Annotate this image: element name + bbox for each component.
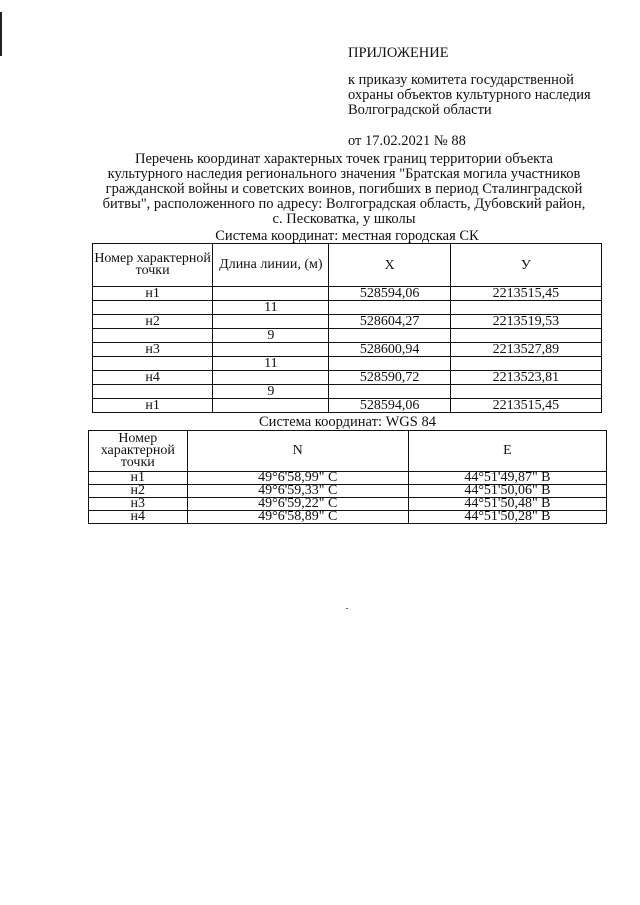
table-row (89, 511, 607, 524)
empty-cell (329, 329, 450, 343)
x-value: 528594,06 (329, 399, 450, 413)
segment-row (93, 385, 602, 399)
x-value: 528594,06 (329, 287, 450, 301)
latitude-value: 49°6'58,89" С (187, 511, 408, 524)
segment-length: 9 (213, 385, 329, 399)
latitude-value: 49°6'59,22" С (187, 498, 408, 511)
y-value: 2213515,45 (450, 399, 601, 413)
y-value: 2213515,45 (450, 287, 601, 301)
point-name: н3 (89, 498, 188, 511)
scan-speck (346, 608, 348, 609)
longitude-value: 44°51'49,87" В (408, 472, 606, 485)
local-coordinates-table (92, 243, 602, 413)
annex-line: Волгоградской области (348, 102, 492, 118)
longitude-value: 44°51'50,06" В (408, 485, 606, 498)
point-name: н4 (89, 511, 188, 524)
table-row (93, 315, 602, 329)
segment-row (93, 301, 602, 315)
segment-row (93, 357, 602, 371)
y-value: 2213527,89 (450, 343, 601, 357)
heading-line: Перечень координат характерных точек границ территории объекта (135, 151, 553, 167)
heading-line: с. Песковатка, у школы (272, 211, 416, 227)
x-value: 528604,27 (329, 315, 450, 329)
wgs84-coordinates-table (88, 430, 607, 524)
scan-edge-mark (0, 12, 2, 56)
empty-cell (213, 399, 329, 413)
point-name: н2 (93, 315, 213, 329)
empty-cell (329, 357, 450, 371)
wgs-system-caption: Система координат: WGS 84 (259, 414, 436, 430)
annex-title: ПРИЛОЖЕНИЕ (348, 45, 449, 61)
empty-cell (450, 329, 601, 343)
header-e: E (408, 431, 606, 472)
table-row (93, 399, 602, 413)
empty-cell (329, 301, 450, 315)
latitude-value: 49°6'59,33" С (187, 485, 408, 498)
empty-cell (213, 287, 329, 301)
latitude-value: 49°6'58,99" С (187, 472, 408, 485)
point-name: н2 (89, 485, 188, 498)
header-point-number: Номер характерной точки (89, 431, 188, 472)
table-header-row (89, 431, 607, 472)
point-name: н1 (93, 399, 213, 413)
annex-date: от 17.02.2021 № 88 (348, 133, 466, 149)
empty-cell (93, 301, 213, 315)
empty-cell (450, 357, 601, 371)
point-name: н4 (93, 371, 213, 385)
document-heading (84, 152, 604, 227)
empty-cell (93, 357, 213, 371)
empty-cell (93, 385, 213, 399)
segment-row (93, 329, 602, 343)
segment-length: 11 (213, 357, 329, 371)
empty-cell (213, 343, 329, 357)
header-line-length: Длина линии, (м) (213, 244, 329, 287)
table-row (93, 287, 602, 301)
table-row (93, 371, 602, 385)
header-point-number: Номер характерной точки (93, 244, 213, 287)
header-n: N (187, 431, 408, 472)
local-system-caption: Система координат: местная городская СК (215, 228, 479, 244)
y-value: 2213519,53 (450, 315, 601, 329)
empty-cell (213, 371, 329, 385)
point-name: н1 (93, 287, 213, 301)
header-y: У (450, 244, 601, 287)
annex-block (348, 46, 610, 149)
x-value: 528600,94 (329, 343, 450, 357)
table-row (93, 343, 602, 357)
empty-cell (329, 385, 450, 399)
x-value: 528590,72 (329, 371, 450, 385)
annex-line: охраны объектов культурного наследия (348, 87, 591, 103)
longitude-value: 44°51'50,48" В (408, 498, 606, 511)
point-name: н1 (89, 472, 188, 485)
longitude-value: 44°51'50,28" В (408, 511, 606, 524)
y-value: 2213523,81 (450, 371, 601, 385)
empty-cell (450, 301, 601, 315)
empty-cell (213, 315, 329, 329)
empty-cell (93, 329, 213, 343)
annex-order-reference (348, 73, 610, 118)
header-x: Х (329, 244, 450, 287)
segment-length: 11 (213, 301, 329, 315)
point-name: н3 (93, 343, 213, 357)
heading-line: битвы", расположенного по адресу: Волгоградская область, Дубовский район, (102, 196, 586, 212)
annex-line: к приказу комитета государственной (348, 72, 574, 88)
table-header-row (93, 244, 602, 287)
segment-length: 9 (213, 329, 329, 343)
empty-cell (450, 385, 601, 399)
heading-line: культурного наследия регионального значения "Братская могила участников (107, 166, 581, 182)
heading-line: гражданской войны и советских воинов, погибших в период Сталинградской (105, 181, 583, 197)
